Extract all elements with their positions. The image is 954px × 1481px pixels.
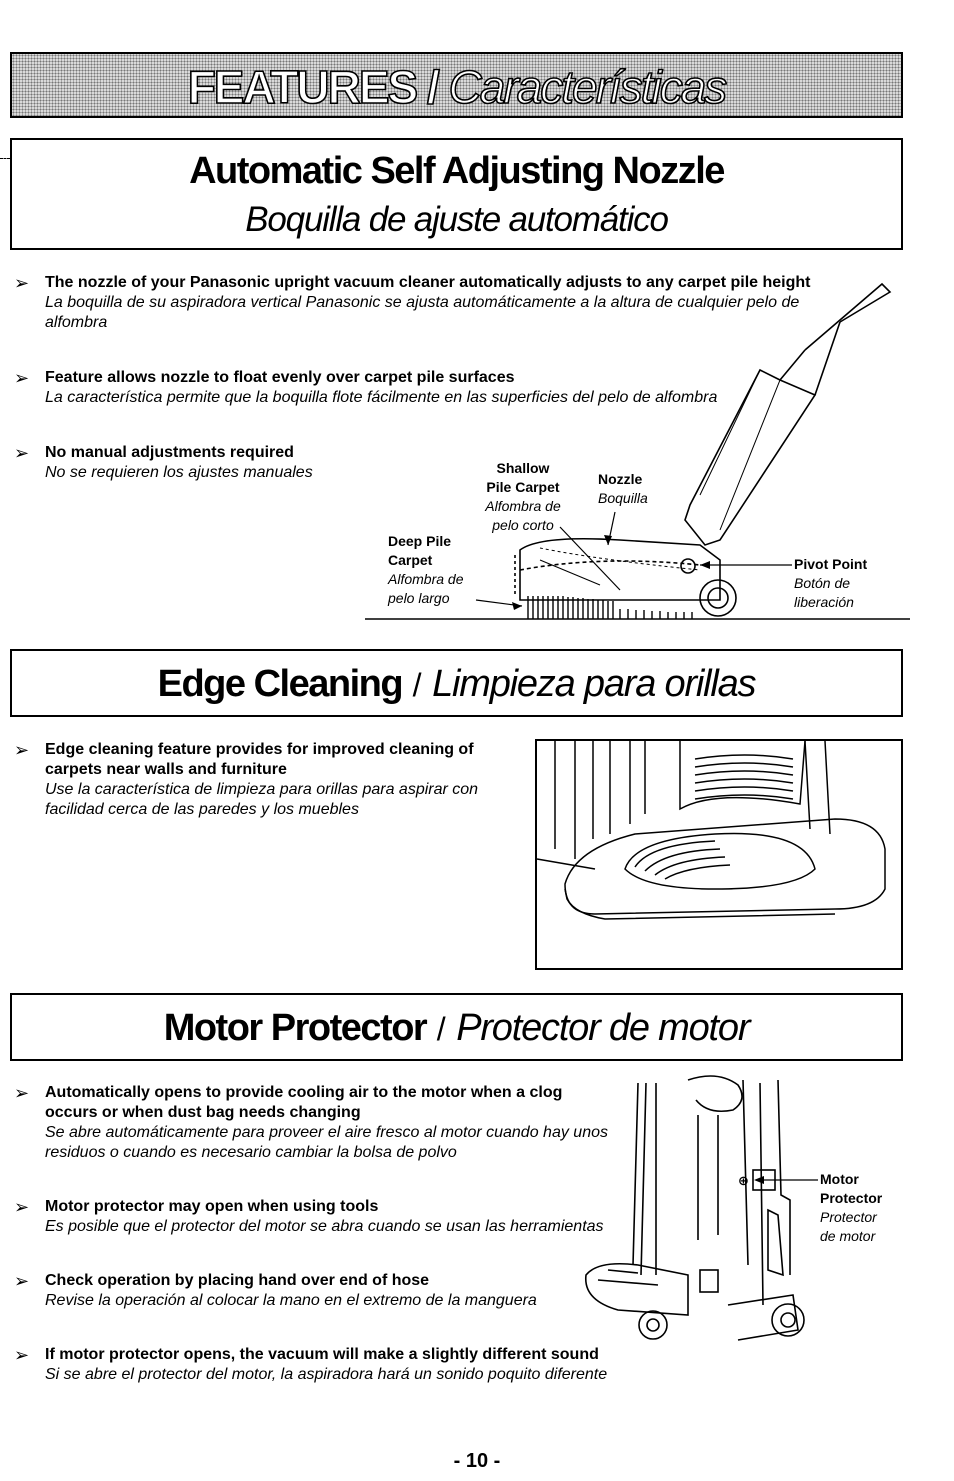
arrow-icon: [512, 602, 522, 610]
label-pivot-point: Pivot Point Botón de liberación: [794, 556, 868, 610]
features-title: FEATURES / Características: [187, 61, 726, 113]
edge-title-en: Edge Cleaning: [157, 663, 403, 705]
label-motor-protector: Motor Protector Protector de motor: [820, 1171, 883, 1244]
cut-mark: [0, 158, 10, 159]
list-item: ➢ Automatically opens to provide cooling air to the motor when a clog occurs or when dust bag needs changing Se abre automáticamente para proveer el aire fresco al motor cuando hay unos residuos o cuando es necesario cambiar la bolsa de polvo: [14, 1083, 608, 1161]
motor-title-en: Motor Protector: [163, 1007, 427, 1049]
list-item: ➢ Check operation by placing hand over end of hose Revise la operación al colocar la mano en el extremo de la manguera: [14, 1271, 537, 1309]
arrow-bullet-icon: ➢: [14, 443, 30, 463]
arrow-icon: [700, 561, 710, 569]
features-title-en: FEATURES: [187, 61, 417, 113]
arrow-bullet-icon: ➢: [14, 368, 30, 388]
list-item: ➢ Edge cleaning feature provides for improved cleaning of carpets near walls and furniture Use la característica de limpieza para orillas para aspirar con facilidad cerca de las paredes y los muebles: [14, 740, 479, 818]
label-shallow-pile: Shallow Pile Carpet Alfombra de pelo corto: [485, 460, 561, 533]
label-nozzle: Nozzle Boquilla: [598, 471, 648, 506]
nozzle-title-box: [10, 138, 903, 250]
motor-protector-illustration: [578, 1075, 818, 1350]
arrow-bullet-icon: ➢: [14, 1345, 30, 1365]
arrow-bullet-icon: ➢: [14, 1271, 30, 1291]
arrow-icon: [754, 1176, 764, 1184]
edge-title-es: Limpieza para orillas: [432, 663, 756, 705]
arrow-bullet-icon: ➢: [14, 273, 30, 293]
list-item: ➢ If motor protector opens, the vacuum will make a slightly different sound Si se abre el protector del motor, la aspiradora hará un sonido poquito diferente: [14, 1345, 608, 1383]
arrow-bullet-icon: ➢: [14, 1083, 30, 1103]
list-item: ➢ Feature allows nozzle to float evenly over carpet pile surfaces La característica permite que la boquilla flote fácilmente en las superficies del pelo de alfombra: [14, 368, 718, 406]
motor-title: Motor Protector / Protector de motor: [163, 1007, 750, 1049]
arrow-bullet-icon: ➢: [14, 740, 30, 760]
edge-title-box: [10, 649, 903, 717]
page-number: - 10 -: [453, 1450, 501, 1472]
list-item: ➢ Motor protector may open when using tools Es posible que el protector del motor se abra cuando se usan las herramientas: [14, 1197, 604, 1235]
edge-cleaning-illustration: [535, 739, 903, 970]
nozzle-title-es: Boquilla de ajuste automático: [245, 200, 668, 239]
list-item: ➢ The nozzle of your Panasonic upright vacuum cleaner automatically adjusts to any carpet pile height La boquilla de su aspiradora vertical Panasonic se ajusta automáticamente a la altura de cualquier pelo de alfombra: [14, 273, 811, 331]
list-item: ➢ No manual adjustments required No se requieren los ajustes manuales: [14, 443, 313, 481]
arrow-bullet-icon: ➢: [14, 1197, 30, 1217]
features-title-es: Características: [448, 61, 726, 113]
crosshair-icon: ⊕: [738, 1174, 749, 1189]
motor-title-box: [10, 993, 903, 1061]
label-deep-pile: Deep Pile Carpet Alfombra de pelo largo: [388, 533, 464, 606]
features-banner: [10, 52, 903, 118]
edge-title: Edge Cleaning / Limpieza para orillas: [157, 663, 756, 705]
nozzle-title-en: Automatic Self Adjusting Nozzle: [189, 150, 724, 192]
motor-title-es: Protector de motor: [456, 1007, 750, 1049]
